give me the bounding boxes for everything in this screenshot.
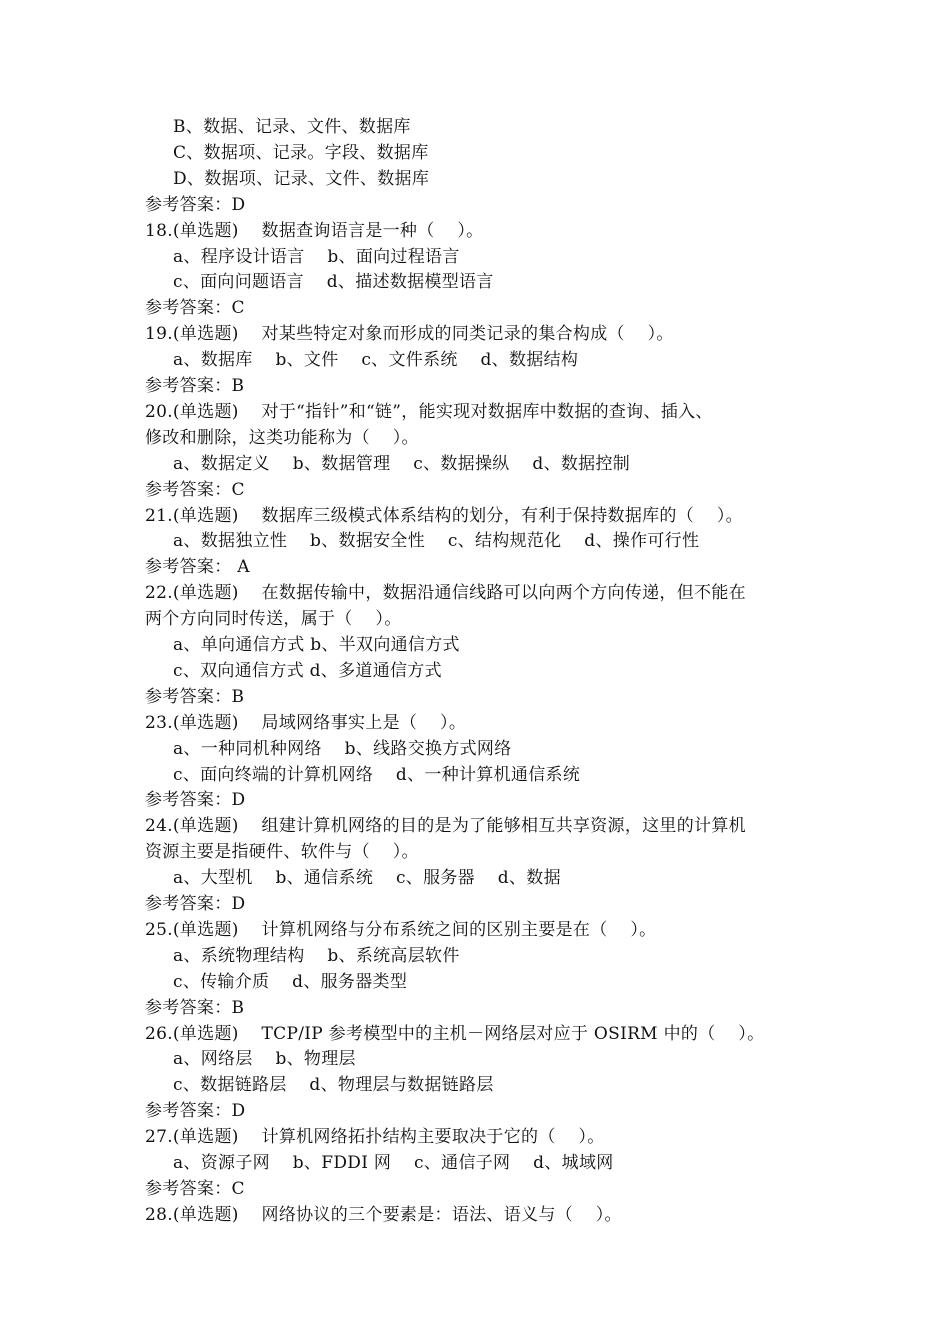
reference-answer: 参考答案：B	[145, 997, 245, 1018]
question-text: 21.(单选题) 数据库三级模式体系结构的划分，有利于保持数据库的（ ）。	[145, 505, 743, 526]
answer-option: a、网络层 b、物理层	[173, 1049, 356, 1070]
question-text: 27.(单选题) 计算机网络拓扑结构主要取决于它的（ ）。	[145, 1127, 605, 1148]
question-text: 26.(单选题) TCP/IP 参考模型中的主机－网络层对应于 OSIRM 中的（ ）。	[145, 1023, 765, 1044]
answer-option: c、传输介质 d、服务器类型	[173, 971, 408, 992]
answer-option: c、数据链路层 d、物理层与数据链路层	[173, 1075, 494, 1096]
answer-option: c、面向问题语言 d、描述数据模型语言	[173, 272, 494, 293]
reference-answer: 参考答案： A	[145, 557, 250, 578]
answer-option: C、数据项、记录。字段、数据库	[173, 142, 429, 163]
question-text: 23.(单选题) 局域网络事实上是（ ）。	[145, 712, 467, 733]
question-text-continued: 资源主要是指硬件、软件与（ ）。	[145, 842, 419, 863]
answer-option: a、大型机 b、通信系统 c、服务器 d、数据	[173, 868, 561, 889]
answer-option: D、数据项、记录、文件、数据库	[173, 168, 430, 189]
answer-option: c、面向终端的计算机网络 d、一种计算机通信系统	[173, 764, 581, 785]
reference-answer: 参考答案：B	[145, 686, 245, 707]
answer-option: a、一种同机种网络 b、线路交换方式网络	[173, 738, 512, 759]
reference-answer: 参考答案：D	[145, 894, 246, 914]
answer-option: c、双向通信方式 d、多道通信方式	[173, 660, 442, 681]
question-text-continued: 两个方向同时传送，属于（ ）。	[145, 609, 402, 630]
question-text: 25.(单选题) 计算机网络与分布系统之间的区别主要是在（ ）。	[145, 919, 657, 940]
question-text: 24.(单选题) 组建计算机网络的目的是为了能够相互共享资源，这里的计算机	[145, 816, 746, 837]
answer-option: a、数据独立性 b、数据安全性 c、结构规范化 d、操作可行性	[173, 531, 700, 552]
question-text: 20.(单选题) 对于“指针”和“链”，能实现对数据库中数据的查询、插入、	[145, 401, 713, 422]
reference-answer: 参考答案：C	[145, 298, 245, 319]
answer-option: a、单向通信方式 b、半双向通信方式	[173, 635, 460, 655]
answer-option: a、程序设计语言 b、面向过程语言	[173, 246, 460, 267]
reference-answer: 参考答案：D	[145, 1101, 246, 1122]
answer-option: B、数据、记录、文件、数据库	[173, 117, 411, 137]
question-text: 22.(单选题) 在数据传输中，数据沿通信线路可以向两个方向传递，但不能在	[145, 583, 746, 604]
answer-option: a、资源子网 b、FDDI 网 c、通信子网 d、城域网	[173, 1153, 614, 1173]
question-text: 18.(单选题) 数据查询语言是一种（ ）。	[145, 220, 484, 241]
reference-answer: 参考答案：D	[145, 790, 246, 811]
question-text: 19.(单选题) 对某些特定对象而形成的同类记录的集合构成（ ）。	[145, 324, 674, 345]
answer-option: a、系统物理结构 b、系统高层软件	[173, 945, 460, 966]
reference-answer: 参考答案：D	[145, 194, 246, 215]
question-text: 28.(单选题) 网络协议的三个要素是：语法、语义与（ ）。	[145, 1204, 622, 1225]
reference-answer: 参考答案：C	[145, 479, 245, 500]
answer-option: a、数据库 b、文件 c、文件系统 d、数据结构	[173, 350, 579, 371]
reference-answer: 参考答案：C	[145, 1178, 245, 1199]
reference-answer: 参考答案：B	[145, 376, 245, 396]
answer-option: a、数据定义 b、数据管理 c、数据操纵 d、数据控制	[173, 453, 631, 474]
question-text-continued: 修改和删除，这类功能称为（ ）。	[145, 427, 419, 448]
